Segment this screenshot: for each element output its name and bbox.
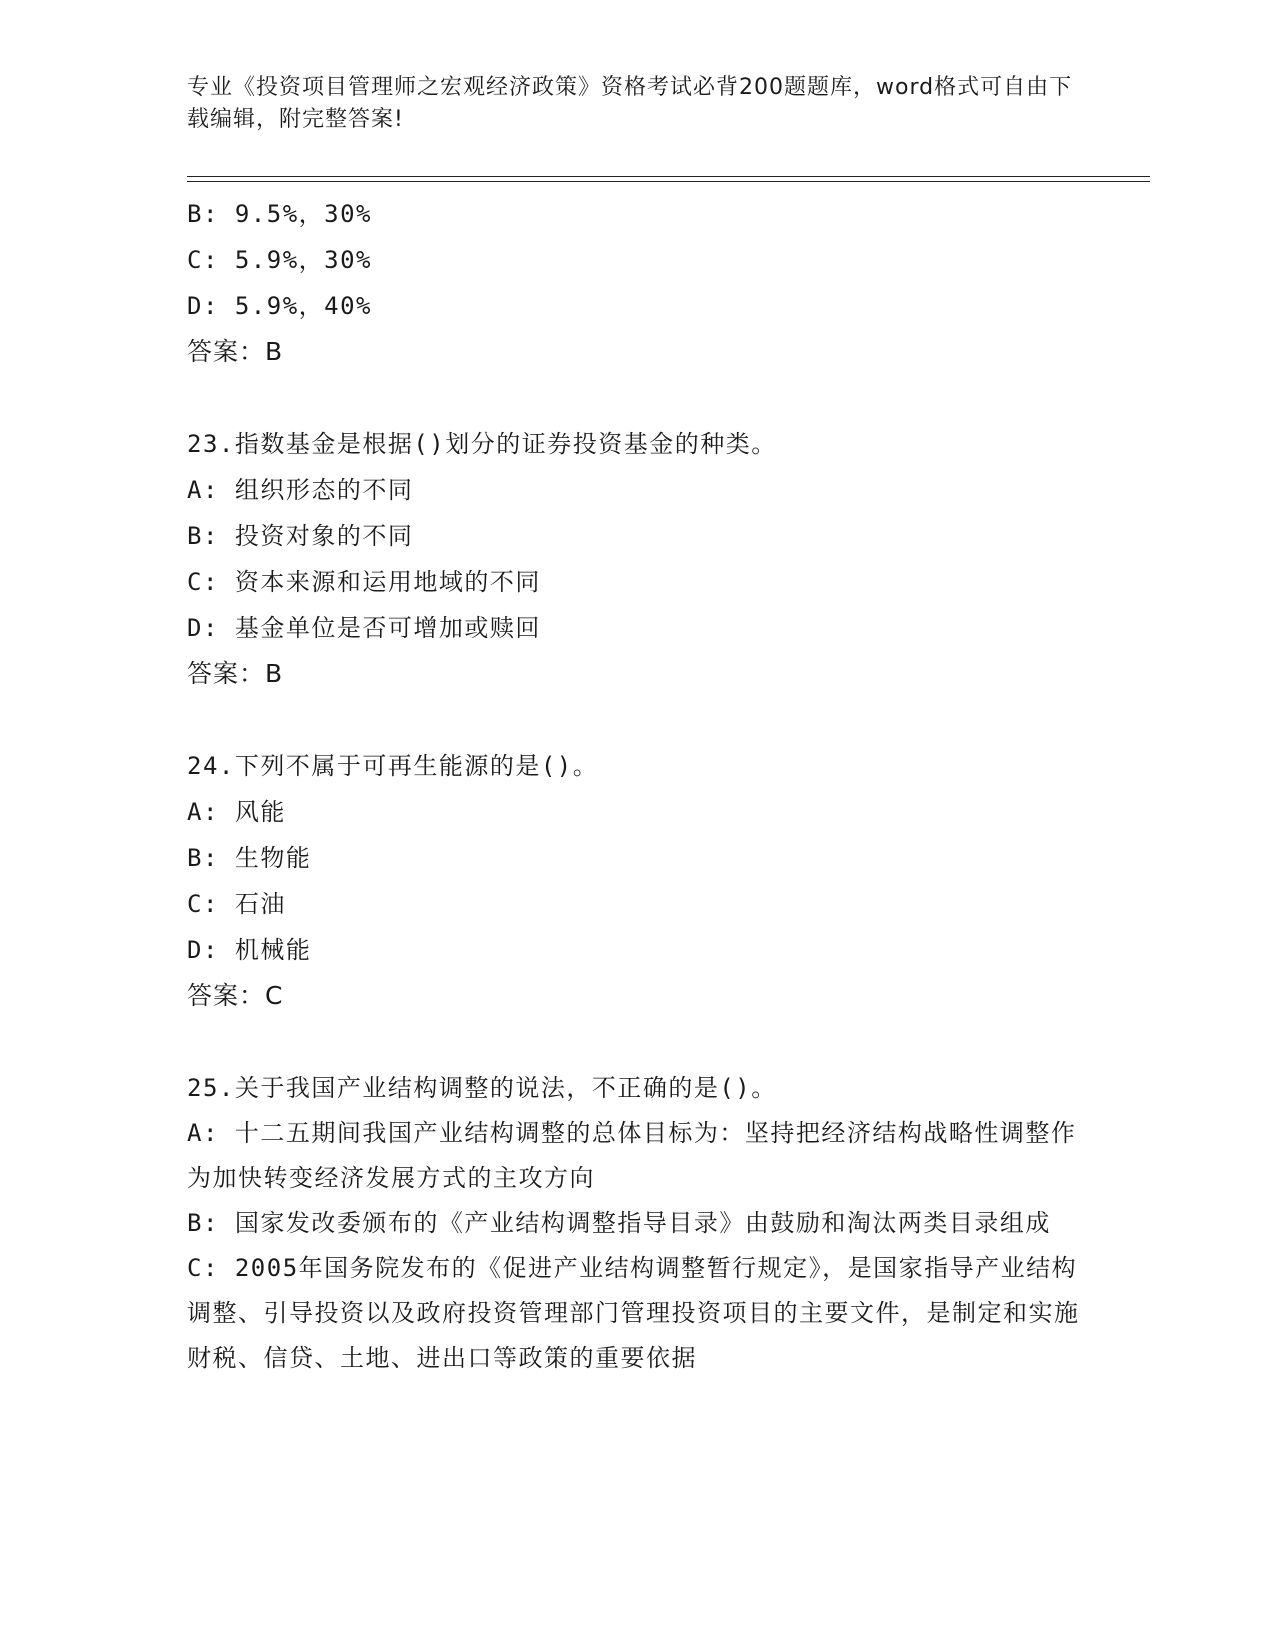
spacer	[187, 697, 1087, 743]
question-25	[187, 1065, 1087, 1381]
answer: 答案：B	[187, 337, 284, 366]
option-a: A: 组织形态的不同	[187, 476, 414, 504]
header-rule-bottom	[187, 181, 1150, 182]
answer: 答案：C	[187, 981, 284, 1010]
option-a: A: 十二五期间我国产业结构调整的总体目标为：坚持把经济结构战略性调整作为加快转变经济发展方式的主攻方向	[187, 1119, 1077, 1192]
option-d: D: 基金单位是否可增加或赎回	[187, 614, 541, 642]
spacer	[187, 375, 1087, 421]
option-b: B: 国家发改委颁布的《产业结构调整指导目录》由鼓励和淘汰两类目录组成	[187, 1209, 1051, 1237]
question-24	[187, 743, 1087, 1019]
option-c: C: 2005年国务院发布的《促进产业结构调整暂行规定》，是国家指导产业结构调整、引导投资以及政府投资管理部门管理投资项目的主要文件，是制定和实施财税、信贷、土地、进出口等政策的重要依据	[187, 1254, 1080, 1372]
option-a: A: 风能	[187, 798, 286, 826]
question-text: 25.关于我国产业结构调整的说法，不正确的是()。	[187, 1074, 777, 1102]
option-b: B: 投资对象的不同	[187, 522, 414, 550]
option-b: B: 生物能	[187, 844, 312, 872]
page-header: 专业《投资项目管理师之宏观经济政策》资格考试必背200题题库，word格式可自由下载编辑，附完整答案!	[187, 75, 1073, 132]
question-22	[187, 191, 1087, 375]
option-c: C: 资本来源和运用地域的不同	[187, 568, 541, 596]
question-23	[187, 421, 1087, 697]
spacer	[187, 1019, 1087, 1065]
option-c: C: 5.9%，30%	[187, 246, 372, 274]
option-b: B: 9.5%，30%	[187, 200, 372, 228]
question-text: 23.指数基金是根据()划分的证券投资基金的种类。	[187, 430, 777, 458]
answer: 答案：B	[187, 659, 284, 688]
header-rule-top	[187, 176, 1150, 177]
option-d: D: 5.9%，40%	[187, 292, 372, 320]
option-c: C: 石油	[187, 890, 286, 918]
question-text: 24.下列不属于可再生能源的是()。	[187, 752, 599, 780]
question-list	[187, 191, 1087, 1381]
option-d: D: 机械能	[187, 936, 312, 964]
